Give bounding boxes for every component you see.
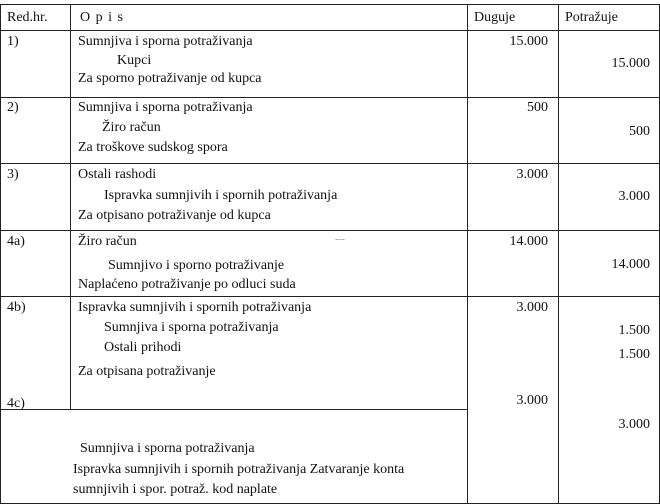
entry-note: Za otpisana potraživanje <box>78 364 216 379</box>
entry-line: Sumnjiva i sporna potraživanja <box>80 441 255 456</box>
credit-amount: 15.000 <box>611 56 650 71</box>
header-no: Red.hr. <box>7 10 48 25</box>
rule <box>467 4 468 504</box>
debit-account: Sumnjiva i sporna potraživanja <box>78 100 253 115</box>
entry-number: 4b) <box>7 300 26 315</box>
credit-amount: 14.000 <box>611 257 650 272</box>
entry-note: Naplaćeno potraživanje po odluci suda <box>78 277 296 292</box>
debit-amount: 3.000 <box>516 300 548 315</box>
credit-account: Sumnjivo i sporno potraživanje <box>108 258 285 273</box>
entry-line: sumnjivih i spor. potraž. kod naplate <box>73 482 278 497</box>
faint-dash: --- <box>335 234 345 245</box>
debit-amount: 500 <box>527 100 548 115</box>
credit-amount: 1.500 <box>618 323 650 338</box>
rule <box>0 230 660 231</box>
credit-account: Kupci <box>117 53 152 68</box>
debit-amount: 3.000 <box>516 393 548 408</box>
debit-account: Ispravka sumnjivih i spornih potraživanja <box>78 300 312 315</box>
rule <box>0 30 660 31</box>
credit-account: Ispravka sumnjivih i spornih potraživanja <box>104 188 338 203</box>
credit-account: Sumnjiva i sporna potraživanja <box>104 320 279 335</box>
rule <box>70 4 71 410</box>
entry-line: Ispravka sumnjivih i spornih potraživanja Zatvaranje konta <box>73 462 405 477</box>
rule <box>0 163 660 164</box>
header-credit: Potražuje <box>565 10 618 25</box>
rule <box>0 4 1 504</box>
rule <box>558 4 559 504</box>
debit-account: Žiro račun <box>78 234 137 249</box>
credit-amount: 3.000 <box>618 417 650 432</box>
credit-account: Ostali prihodi <box>104 340 182 355</box>
entry-number: 4a) <box>7 234 25 249</box>
credit-amount: 500 <box>629 124 650 139</box>
debit-amount: 3.000 <box>516 167 548 182</box>
header-debit: Duguje <box>474 10 516 25</box>
debit-account: Sumnjiva i sporna potraživanja <box>78 34 253 49</box>
entry-note: Za troškove sudskog spora <box>78 140 228 155</box>
credit-account: Žiro račun <box>102 120 161 135</box>
entry-number: 1) <box>7 34 19 49</box>
rule <box>0 296 660 297</box>
debit-amount: 14.000 <box>509 234 548 249</box>
entry-number: 4c) <box>7 396 25 411</box>
entry-number: 2) <box>7 100 19 115</box>
credit-amount: 1.500 <box>618 347 650 362</box>
credit-amount: 3.000 <box>618 189 650 204</box>
entry-note: Za sporno potraživanje od kupca <box>78 71 262 86</box>
rule <box>0 4 660 5</box>
entry-number: 3) <box>7 167 19 182</box>
entry-note: Za otpisano potraživanje od kupca <box>78 208 271 223</box>
rule <box>0 97 660 98</box>
debit-amount: 15.000 <box>509 34 548 49</box>
header-description: O p i s <box>80 10 124 25</box>
debit-account: Ostali rashodi <box>78 167 157 182</box>
